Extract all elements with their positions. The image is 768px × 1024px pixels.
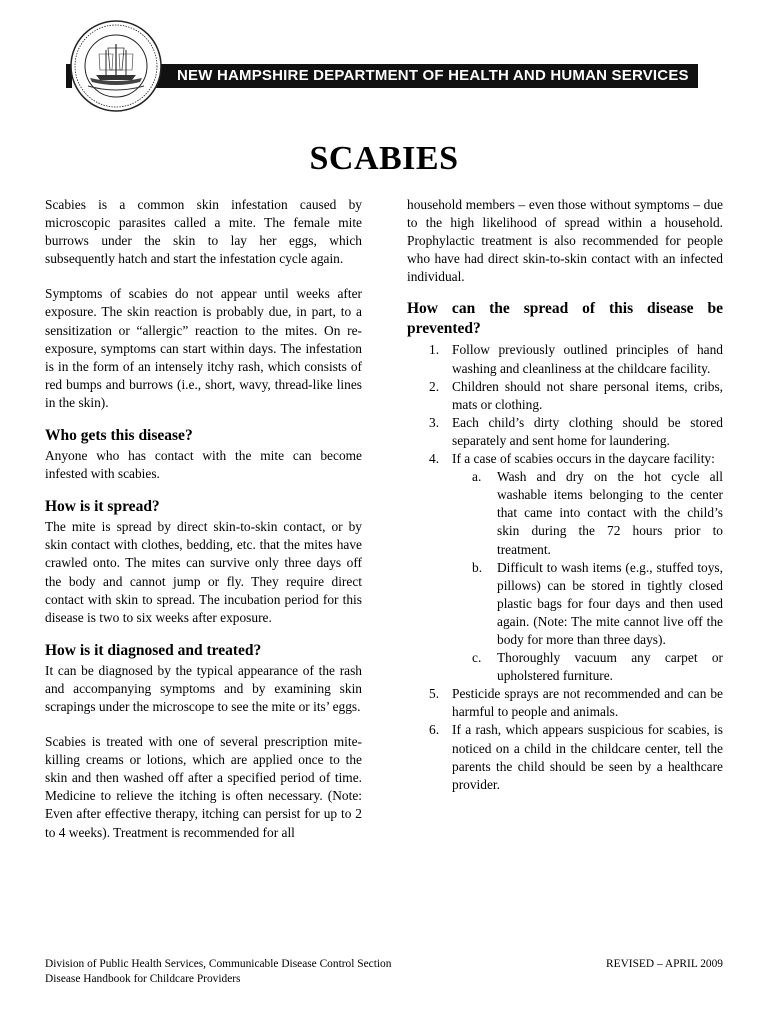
spread-paragraph: The mite is spread by direct skin-to-skin contact, or by skin contact with clothes, bedding, etc. that the mites have crawled onto. The mites can survive only three days off the body and cannot jump or fly. They require direct contact with skin to spread. The incubation period for this disease is two to six weeks after exposure. xyxy=(45,519,362,625)
sublist-item: b. Difficult to wash items (e.g., stuffed toys, pillows) can be stored in tightly closed plastic bags for four days and then used again. (Note: The mite cannot live off the body for more than three days). xyxy=(472,559,723,647)
sublist-item: c. Thoroughly vacuum any carpet or upholstered furniture. xyxy=(472,650,723,684)
footer-revised: REVISED – APRIL 2009 xyxy=(606,958,723,970)
list-item: 6. If a rash, which appears suspicious for scabies, is noticed on a child in the childcare center, tell the parents the child should be seen by a healthcare provider. xyxy=(429,722,723,792)
who-paragraph: Anyone who has contact with the mite can become infested with scabies. xyxy=(45,448,362,482)
intro-paragraph: Scabies is a common skin infestation caused by microscopic parasites called a mite. The female mite burrows under the skin to lay her eggs, which subsequently hatch and start the infestation cycle again. xyxy=(45,197,362,267)
spread-heading: How is it spread? xyxy=(45,498,160,516)
footer-handbook: Disease Handbook for Childcare Providers xyxy=(45,973,241,985)
prevention-list xyxy=(407,341,723,793)
symptoms-paragraph: Symptoms of scabies do not appear until weeks after exposure. The skin reaction is probably due, in part, to a sensitization or “allergic” reaction to the mites. On re-exposure, symptoms can start within days. The infestation is in the form of an intensely itchy rash, which consists of red bumps and burrows (i.e., short, wavy, thread-like lines in the skin). xyxy=(45,286,362,410)
left-column xyxy=(45,196,362,842)
footer-left xyxy=(45,957,391,987)
diagnosis-paragraph: It can be diagnosed by the typical appearance of the rash and accompanying symptoms and by examining skin scrapings under the microscope to see the mite or its’ eggs. xyxy=(45,662,362,714)
list-item: 3. Each child’s dirty clothing should be stored separately and sent home for laundering. xyxy=(429,414,723,448)
prevention-heading: How can the spread of this disease be prevented? xyxy=(407,300,723,338)
department-name: NEW HAMPSHIRE DEPARTMENT OF HEALTH AND HUMAN SERVICES xyxy=(177,67,689,84)
diagnosis-heading: How is it diagnosed and treated? xyxy=(45,641,262,659)
list-item: 1. Follow previously outlined principles of hand washing and cleanliness at the childcare facility. xyxy=(429,342,723,376)
footer-division: Division of Public Health Services, Communicable Disease Control Section xyxy=(45,958,392,970)
treatment-continued: household members – even those without symptoms – due to the high likelihood of spread within a household. Prophylactic treatment is also recommended for people who have had direct skin-to-skin contact with an infected individual. xyxy=(407,197,723,285)
right-column xyxy=(407,196,723,794)
page-title: SCABIES xyxy=(309,140,459,177)
who-heading: Who gets this disease? xyxy=(45,427,193,445)
state-seal-icon xyxy=(70,20,162,112)
list-item: 4. If a case of scabies occurs in the daycare facility: a. Wash and dry on the hot cycle all washable items belonging to the center that came into contact with the child’s skin during the 72 hours prior to treatment. b. Difficult to wash items (e.g., stuffed toys, pillows) can be stored in tightly closed plastic bags for four days and then used again. (Note: The mite cannot live off the body for more than three days). c. Thoroughly vacuum any carpet or upholstered furniture. xyxy=(407,450,723,685)
department-banner xyxy=(150,64,698,88)
treatment-paragraph: Scabies is treated with one of several prescription mite-killing creams or lotions, which are applied once to the skin and then washed off after a specified period of time. Medicine to relieve the itching is often necessary. (Note: Even after effective therapy, itching can persist for up to 2 to 4 weeks). Treatment is recommended for all xyxy=(45,734,362,840)
sublist-item: a. Wash and dry on the hot cycle all washable items belonging to the center that came into contact with the child’s skin during the 72 hours prior to treatment. xyxy=(472,469,723,557)
list-item: 2. Children should not share personal items, cribs, mats or clothing. xyxy=(429,378,723,412)
daycare-sublist xyxy=(452,468,723,685)
list-item: 5. Pesticide sprays are not recommended and can be harmful to people and animals. xyxy=(429,686,723,720)
